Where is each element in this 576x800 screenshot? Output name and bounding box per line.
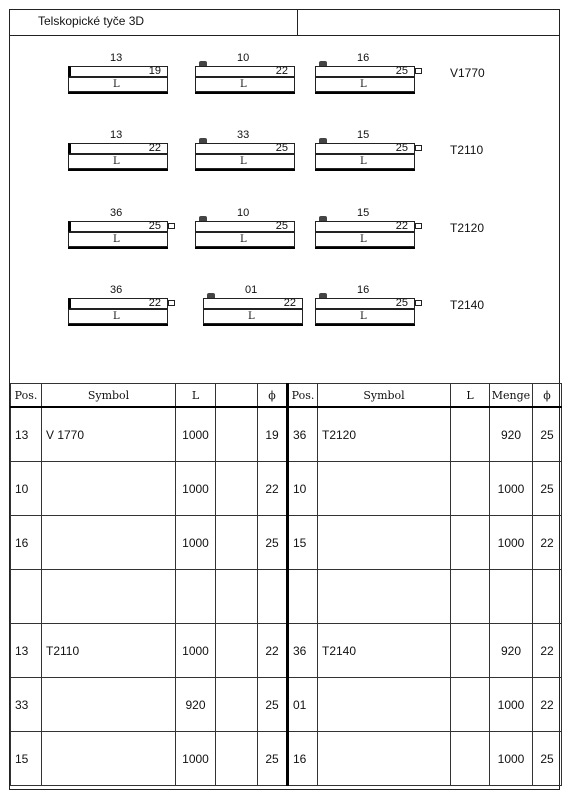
table-row bbox=[11, 570, 562, 624]
cell-ll: 1000 bbox=[176, 732, 216, 786]
length-label: L bbox=[248, 311, 255, 322]
cell-rs bbox=[318, 516, 451, 570]
cell-rp: 15 bbox=[288, 516, 318, 570]
sheet-title: Telskopické tyče 3D bbox=[38, 14, 145, 28]
cell-lp: 15 bbox=[11, 732, 42, 786]
cell-rs bbox=[318, 462, 451, 516]
length-box bbox=[68, 232, 168, 247]
cell-rm: 1000 bbox=[490, 516, 533, 570]
base-line bbox=[68, 324, 168, 326]
length-label: L bbox=[360, 311, 367, 322]
pipe-tube bbox=[315, 66, 415, 77]
table-row bbox=[11, 678, 562, 732]
length-label: L bbox=[240, 79, 247, 90]
pipe-tube bbox=[203, 298, 303, 309]
pipe-end-stub bbox=[415, 68, 422, 74]
cell-empty bbox=[451, 732, 490, 786]
pipe-end-stub bbox=[415, 223, 422, 229]
length-label: L bbox=[113, 156, 120, 167]
cell-lp: 13 bbox=[11, 407, 42, 462]
header-menge-right: Menge bbox=[490, 384, 533, 408]
cell-rp: 36 bbox=[288, 407, 318, 462]
pipe-diameter: 25 bbox=[275, 220, 288, 232]
cell-rs bbox=[318, 570, 451, 624]
cell-empty bbox=[451, 678, 490, 732]
cell-rphi: 22 bbox=[533, 516, 562, 570]
cell-empty bbox=[216, 462, 258, 516]
header-phi-right: ϕ bbox=[533, 384, 562, 408]
pipe-diameter: 22 bbox=[148, 142, 161, 154]
length-box bbox=[315, 154, 415, 169]
cell-ls bbox=[42, 678, 176, 732]
cell-rs: T2120 bbox=[318, 407, 451, 462]
pipe-tube bbox=[315, 221, 415, 232]
pipe-number: 01 bbox=[245, 284, 258, 296]
table-row bbox=[11, 407, 562, 462]
header-pos-left: Pos. bbox=[11, 384, 42, 408]
pipe-tube bbox=[68, 221, 168, 232]
cell-rp: 16 bbox=[288, 732, 318, 786]
header-symbol-right: Symbol bbox=[318, 384, 451, 408]
cell-lp: 16 bbox=[11, 516, 42, 570]
length-label: L bbox=[240, 234, 247, 245]
parts-table bbox=[10, 383, 559, 786]
header-phi-left: ϕ bbox=[258, 384, 288, 408]
cell-rphi: 25 bbox=[533, 462, 562, 516]
base-line bbox=[315, 324, 415, 326]
cell-empty bbox=[216, 407, 258, 462]
length-box bbox=[68, 77, 168, 92]
cell-rphi: 25 bbox=[533, 407, 562, 462]
pipe-diameter: 22 bbox=[275, 65, 288, 77]
cell-ll: 1000 bbox=[176, 462, 216, 516]
cell-rphi: 22 bbox=[533, 678, 562, 732]
length-box bbox=[203, 309, 303, 324]
length-box bbox=[315, 232, 415, 247]
pipe-end-stub bbox=[168, 300, 175, 306]
table-row bbox=[11, 462, 562, 516]
table-row bbox=[11, 732, 562, 786]
clamp-knob-icon bbox=[319, 138, 327, 143]
clamp-knob-icon bbox=[319, 61, 327, 66]
length-box bbox=[195, 232, 295, 247]
cell-rs bbox=[318, 678, 451, 732]
clamp-knob-icon bbox=[319, 293, 327, 298]
base-line bbox=[195, 169, 295, 171]
header-symbol-left: Symbol bbox=[42, 384, 176, 408]
cell-rm: 1000 bbox=[490, 678, 533, 732]
cell-lphi: 22 bbox=[258, 462, 288, 516]
length-label: L bbox=[113, 311, 120, 322]
pipe-diameter: 19 bbox=[148, 65, 161, 77]
pipe-end-stub bbox=[415, 300, 422, 306]
length-box bbox=[195, 77, 295, 92]
length-box bbox=[315, 77, 415, 92]
pipe-number: 15 bbox=[357, 207, 370, 219]
cell-rp bbox=[288, 570, 318, 624]
clamp-knob-icon bbox=[207, 293, 215, 298]
pipe-end-stub bbox=[415, 145, 422, 151]
pipe-diameter: 22 bbox=[283, 297, 296, 309]
length-label: L bbox=[360, 234, 367, 245]
length-label: L bbox=[360, 156, 367, 167]
cell-ll bbox=[176, 570, 216, 624]
base-line bbox=[68, 247, 168, 249]
length-label: L bbox=[113, 234, 120, 245]
pipe-diameter: 25 bbox=[395, 297, 408, 309]
clamp-knob-icon bbox=[199, 216, 207, 221]
cell-rphi: 25 bbox=[533, 732, 562, 786]
base-line bbox=[203, 324, 303, 326]
table-row bbox=[11, 516, 562, 570]
group-label: V1770 bbox=[450, 66, 485, 80]
pipe-tube bbox=[315, 143, 415, 154]
pipe-tube bbox=[68, 66, 168, 77]
clamp-knob-icon bbox=[199, 61, 207, 66]
length-box bbox=[195, 154, 295, 169]
cell-ls bbox=[42, 516, 176, 570]
clamp-knob-icon bbox=[199, 138, 207, 143]
header-l-right: L bbox=[451, 384, 490, 408]
pipe-tube bbox=[195, 221, 295, 232]
cell-ls: T2110 bbox=[42, 624, 176, 678]
pipe-number: 10 bbox=[237, 207, 250, 219]
cell-empty bbox=[216, 732, 258, 786]
pipe-number: 36 bbox=[110, 284, 123, 296]
group-label: T2110 bbox=[450, 143, 484, 157]
cell-empty bbox=[451, 407, 490, 462]
pipe-tube bbox=[195, 143, 295, 154]
base-line bbox=[68, 169, 168, 171]
length-box bbox=[315, 309, 415, 324]
pipe-diameter: 22 bbox=[148, 297, 161, 309]
pipe-number: 15 bbox=[357, 129, 370, 141]
pipe-number: 10 bbox=[237, 52, 250, 64]
cell-rm: 920 bbox=[490, 407, 533, 462]
cell-lp: 33 bbox=[11, 678, 42, 732]
cell-ll: 1000 bbox=[176, 407, 216, 462]
pipe-diagram bbox=[10, 35, 559, 383]
cell-empty bbox=[216, 678, 258, 732]
pipe-number: 16 bbox=[357, 284, 370, 296]
table-header-row bbox=[11, 384, 562, 408]
base-line bbox=[315, 247, 415, 249]
cell-empty bbox=[216, 570, 258, 624]
cell-ll: 1000 bbox=[176, 624, 216, 678]
cell-empty bbox=[451, 624, 490, 678]
length-label: L bbox=[360, 79, 367, 90]
cell-rs bbox=[318, 732, 451, 786]
cell-ls bbox=[42, 462, 176, 516]
pipe-tube bbox=[315, 298, 415, 309]
cell-rs: T2140 bbox=[318, 624, 451, 678]
pipe-tube bbox=[68, 298, 168, 309]
clamp-knob-icon bbox=[319, 216, 327, 221]
cell-ll: 1000 bbox=[176, 516, 216, 570]
group-label: T2140 bbox=[450, 298, 485, 312]
pipe-end-stub bbox=[168, 223, 175, 229]
cell-rphi bbox=[533, 570, 562, 624]
cell-ls bbox=[42, 732, 176, 786]
title-divider bbox=[297, 10, 298, 35]
cell-ll: 920 bbox=[176, 678, 216, 732]
header-empty-left bbox=[216, 384, 258, 408]
cell-empty bbox=[451, 462, 490, 516]
pipe-number: 13 bbox=[110, 129, 123, 141]
pipe-number: 13 bbox=[110, 52, 123, 64]
cell-ls bbox=[42, 570, 176, 624]
base-line bbox=[195, 247, 295, 249]
pipe-diameter: 25 bbox=[395, 65, 408, 77]
cell-rp: 36 bbox=[288, 624, 318, 678]
cell-rphi: 22 bbox=[533, 624, 562, 678]
pipe-number: 16 bbox=[357, 52, 370, 64]
base-line bbox=[315, 92, 415, 94]
cell-rm: 1000 bbox=[490, 732, 533, 786]
length-box bbox=[68, 309, 168, 324]
header-l-left: L bbox=[176, 384, 216, 408]
cell-empty bbox=[216, 624, 258, 678]
cell-lp bbox=[11, 570, 42, 624]
base-line bbox=[195, 92, 295, 94]
cell-lphi: 25 bbox=[258, 516, 288, 570]
length-label: L bbox=[240, 156, 247, 167]
pipe-diameter: 22 bbox=[395, 220, 408, 232]
pipe-diameter: 25 bbox=[148, 220, 161, 232]
length-box bbox=[68, 154, 168, 169]
cell-lphi: 25 bbox=[258, 732, 288, 786]
cell-lp: 10 bbox=[11, 462, 42, 516]
cell-lphi: 25 bbox=[258, 678, 288, 732]
cell-rm bbox=[490, 570, 533, 624]
cell-lphi: 22 bbox=[258, 624, 288, 678]
table-row bbox=[11, 624, 562, 678]
pipe-tube bbox=[195, 66, 295, 77]
pipe-diameter: 25 bbox=[395, 142, 408, 154]
cell-empty bbox=[216, 516, 258, 570]
pipe-diameter: 25 bbox=[275, 142, 288, 154]
length-label: L bbox=[113, 79, 120, 90]
header-pos-right: Pos. bbox=[288, 384, 318, 408]
cell-rm: 920 bbox=[490, 624, 533, 678]
cell-rp: 10 bbox=[288, 462, 318, 516]
cell-lp: 13 bbox=[11, 624, 42, 678]
cell-rp: 01 bbox=[288, 678, 318, 732]
base-line bbox=[315, 169, 415, 171]
cell-rm: 1000 bbox=[490, 462, 533, 516]
cell-empty bbox=[451, 516, 490, 570]
base-line bbox=[68, 92, 168, 94]
cell-lphi: 19 bbox=[258, 407, 288, 462]
pipe-tube bbox=[68, 143, 168, 154]
title-bar bbox=[10, 10, 559, 36]
pipe-number: 36 bbox=[110, 207, 123, 219]
group-label: T2120 bbox=[450, 221, 485, 235]
cell-lphi bbox=[258, 570, 288, 624]
cell-ls: V 1770 bbox=[42, 407, 176, 462]
pipe-number: 33 bbox=[237, 129, 250, 141]
drawing-sheet bbox=[9, 9, 560, 790]
cell-empty bbox=[451, 570, 490, 624]
